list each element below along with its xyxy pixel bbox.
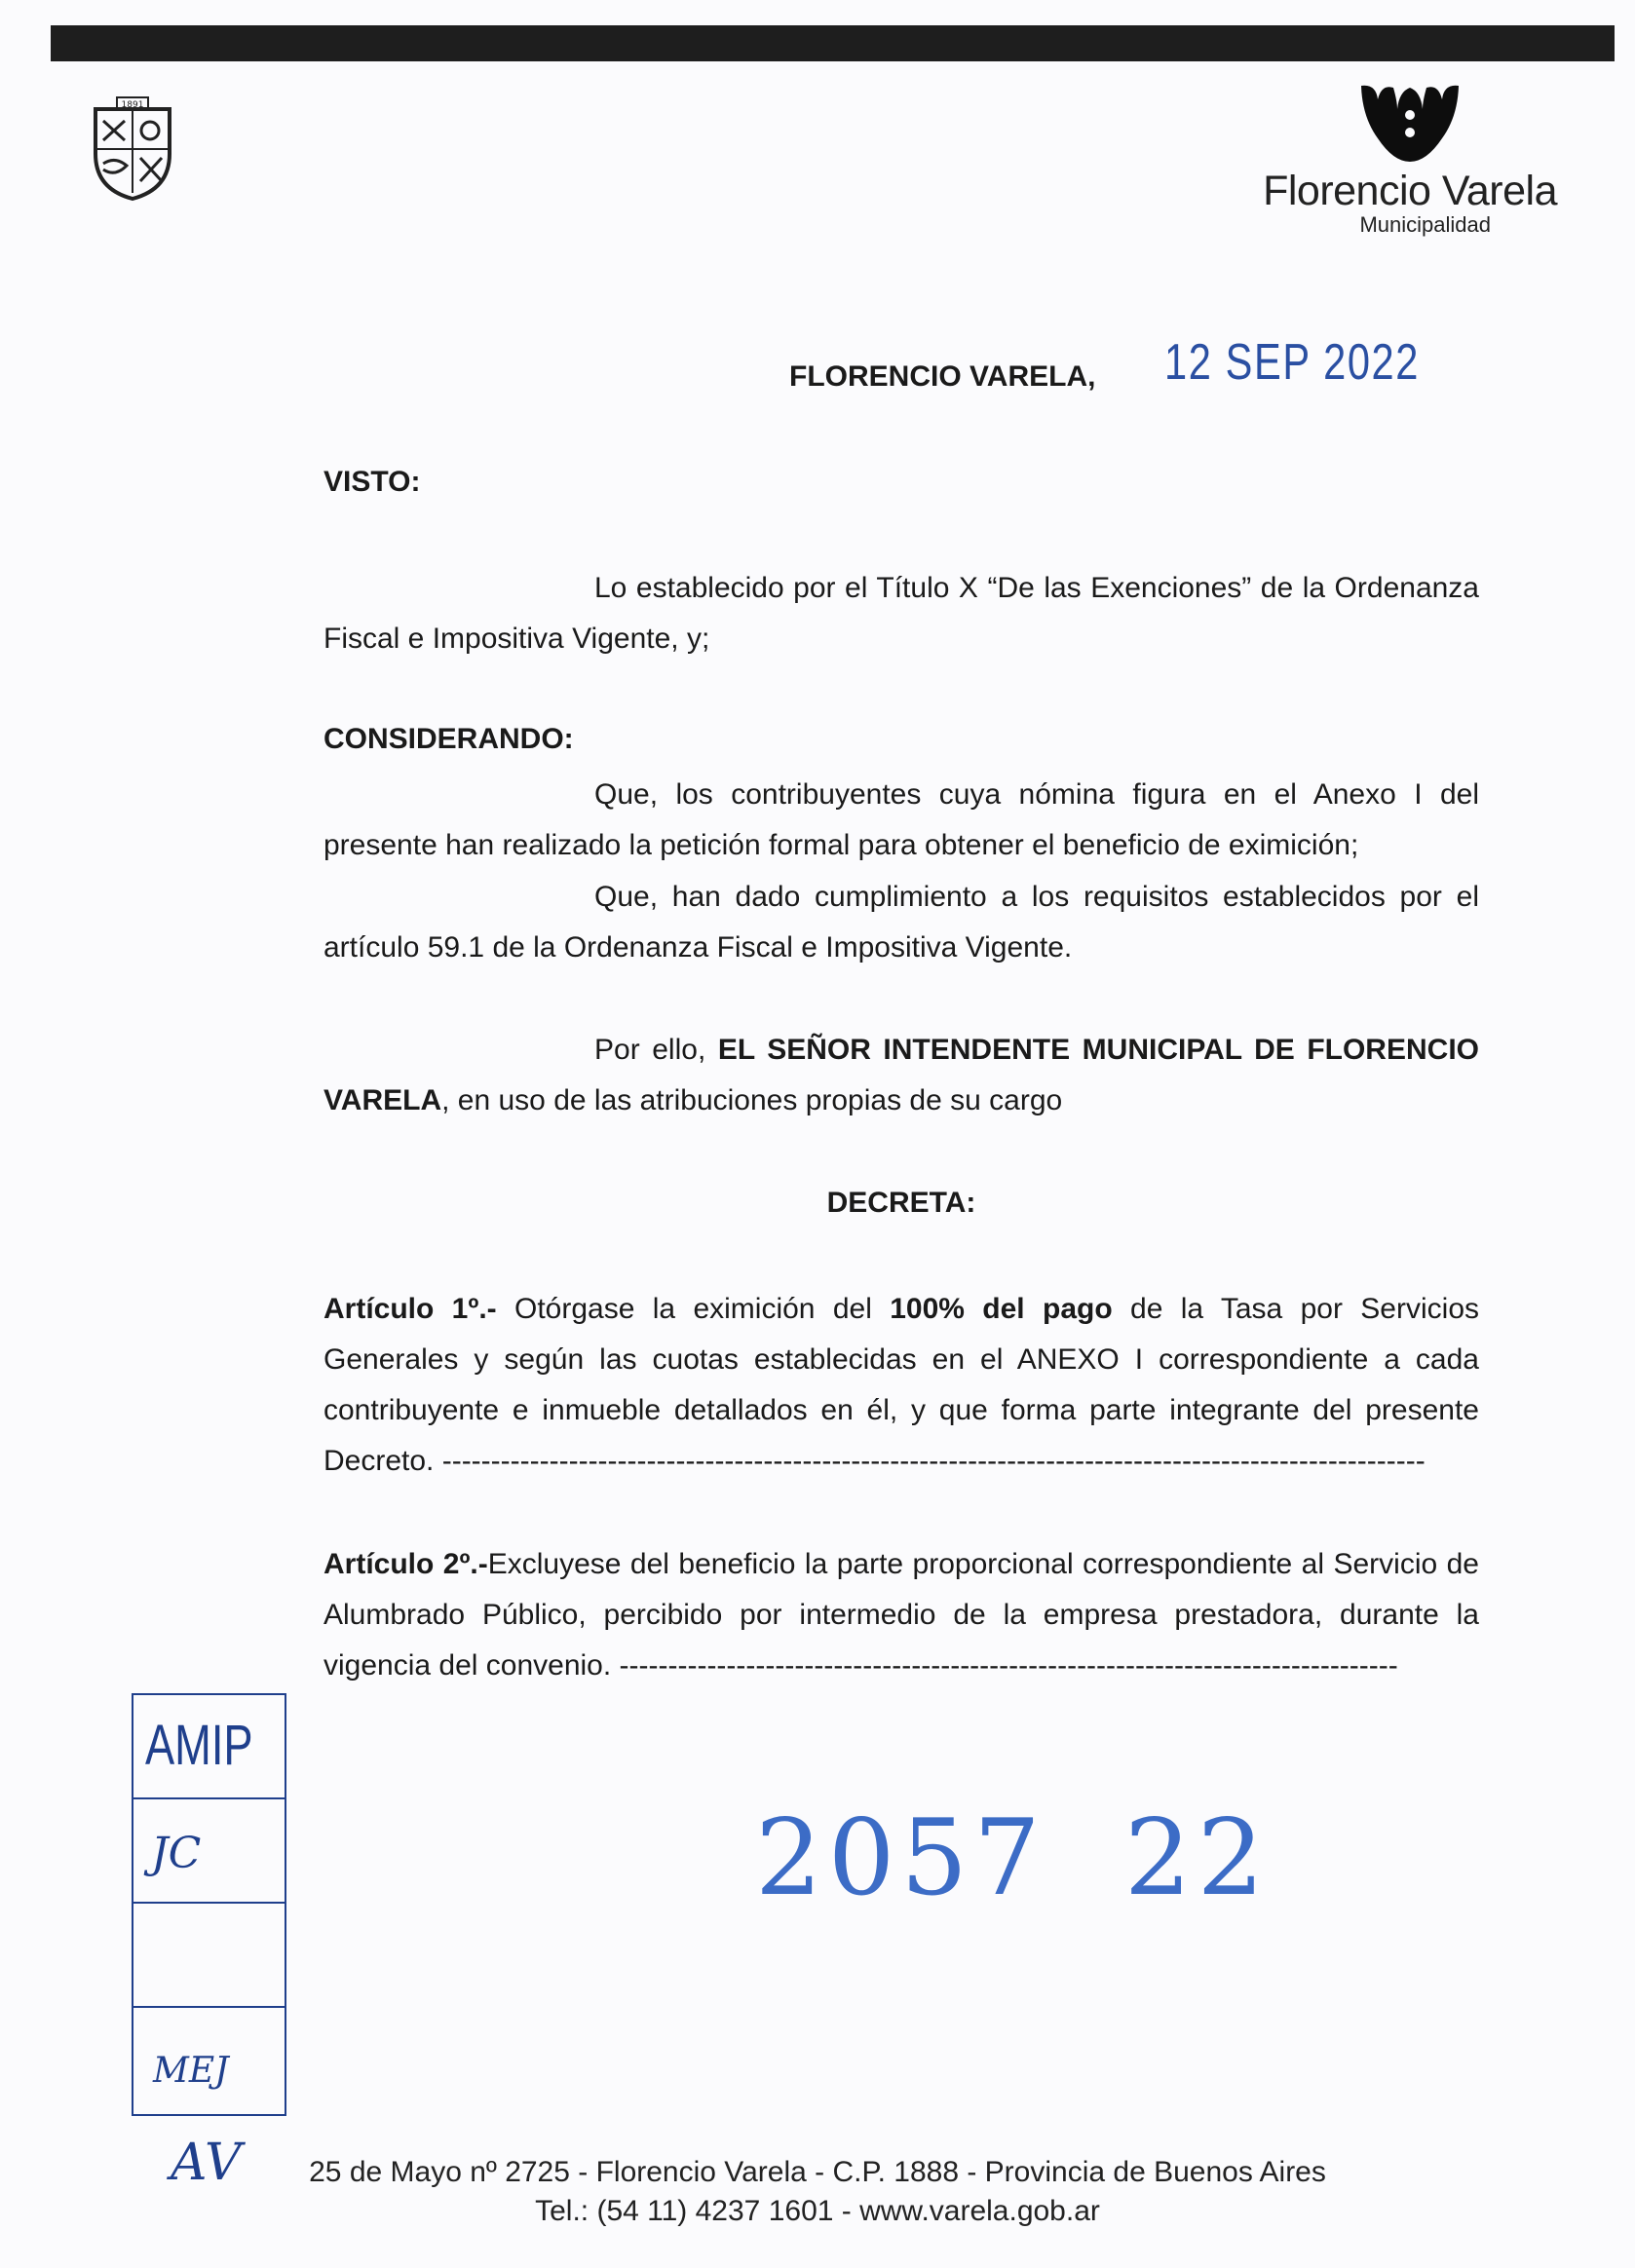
considerando-paragraph-1: Que, los contribuyentes cuya nómina figura en el Anexo I del presente han realizado la petición formal para obtener el beneficio de eximición; <box>323 778 1479 861</box>
visto-heading: VISTO: <box>323 466 421 498</box>
signature: AV <box>171 2134 242 2192</box>
municipality-name: Florencio Varela <box>1263 168 1557 214</box>
date-stamp: 12 SEP 2022 <box>1164 334 1421 391</box>
municipal-crest-icon <box>90 95 175 203</box>
decree-number-stamp <box>755 1797 1348 1919</box>
footer-address: 25 de Mayo nº 2725 - Florencio Varela - C.P. 1888 - Provincia de Buenos Aires <box>309 2156 1326 2188</box>
considerando-paragraph-2: Que, han dado cumplimiento a los requisitos establecidos por el artículo 59.1 de la Ordenanza Fiscal e Impositiva Vigente. <box>323 881 1479 964</box>
date-place: FLORENCIO VARELA, <box>789 360 1096 393</box>
initials-2: MEJ <box>153 2051 229 2091</box>
decree-number: 2057 <box>755 1797 1046 1919</box>
articulo-1: Artículo 1º.- Otórgase la eximición del 100% del pago de la Tasa por Servicios Generales y según las cuotas establecidas en el ANEXO I correspondiente a cada contribuyente e inmueble detallados en él, y que forma parte integrante del presente Decreto. ----------------------------------------------------------------------------------------------------- <box>323 1293 1480 1477</box>
visto-text: Lo establecido por el Título X “De las Exenciones” de la Ordenanza Fiscal e Impositiva Vigente, y; <box>323 572 1479 655</box>
amip-stamp: AMIP <box>145 1714 253 1777</box>
scan-top-bar <box>51 25 1615 61</box>
articulo-1-label: Artículo 1º.- <box>323 1293 497 1325</box>
considerando-heading: CONSIDERANDO: <box>323 723 574 755</box>
decree-year: 22 <box>1123 1797 1271 1919</box>
municipality-emblem-icon <box>1356 78 1464 166</box>
articulo-2-label: Artículo 2º.- <box>323 1548 488 1580</box>
footer-contact: Tel.: (54 11) 4237 1601 - www.varela.gob.ar <box>535 2195 1100 2227</box>
decreta-heading: DECRETA: <box>826 1187 976 1219</box>
florencio-varela-logo <box>1237 78 1569 244</box>
por-ello-paragraph: Por ello, EL SEÑOR INTENDENTE MUNICIPAL DE FLORENCIO VARELA, en uso de las atribuciones propias de su cargo <box>323 1034 1479 1116</box>
svg-text:1891: 1891 <box>121 100 144 110</box>
initials-1: JC <box>151 1829 202 1878</box>
control-stamp-box <box>132 1693 286 2116</box>
articulo-2: Artículo 2º.-Excluyese del beneficio la parte proporcional correspondiente al Servicio de Alumbrado Público, percibido por intermedio de la empresa prestadora, durante la vigencia del convenio. -------------------------------------------------------------------------------- <box>323 1548 1479 1682</box>
municipality-subtitle: Municipalidad <box>1359 212 1491 237</box>
